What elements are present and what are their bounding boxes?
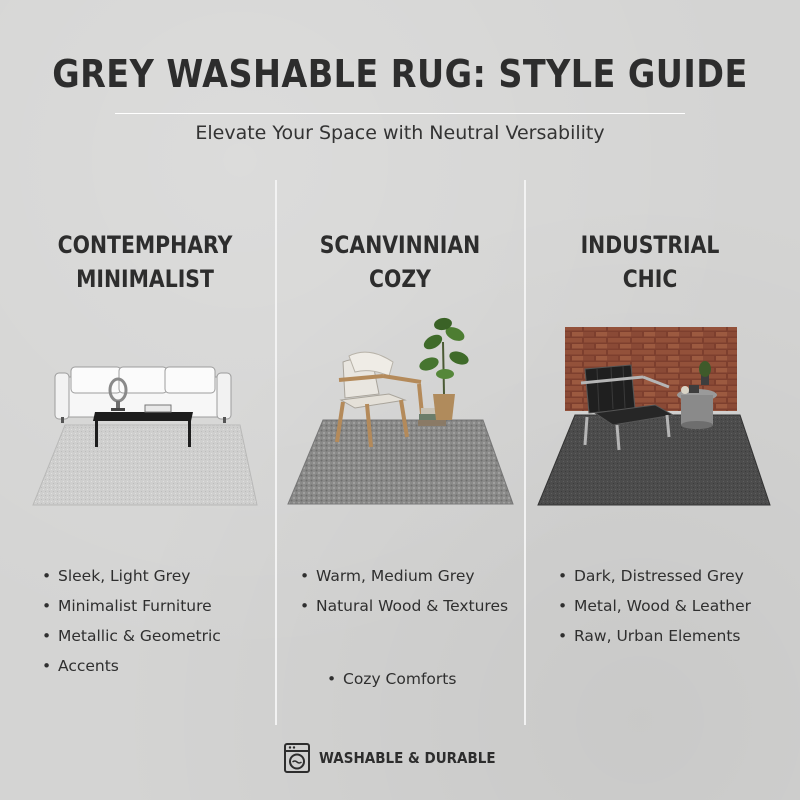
medium-grey-shag-rug — [288, 420, 513, 504]
list-item: • Sleek, Light Grey — [40, 566, 221, 596]
list-item: • Minimalist Furniture — [40, 596, 221, 626]
column-title-contemporary — [39, 228, 252, 296]
column-title-industrial — [544, 228, 757, 296]
bullet-list-scandinavian — [298, 566, 508, 626]
potted-fig-plant — [418, 317, 471, 420]
column-title-line: CONTEMPHARY — [57, 231, 233, 259]
bullet-list-industrial — [556, 566, 751, 656]
column-divider-right — [524, 180, 526, 725]
list-item: • Raw, Urban Elements — [556, 626, 751, 656]
column-title-line: SCANVINNIAN — [319, 231, 481, 259]
bullet-list-scandinavian-extra — [325, 669, 456, 699]
list-item: • Warm, Medium Grey — [298, 566, 508, 596]
column-title-line: COZY — [369, 265, 431, 293]
industrial-room-illustration — [535, 325, 773, 510]
bullet-list-contemporary — [40, 566, 221, 686]
list-item: • Metal, Wood & Leather — [556, 596, 751, 626]
column-divider-left — [275, 180, 277, 725]
list-item: • Metallic & Geometric — [40, 626, 221, 656]
list-item: • Dark, Distressed Grey — [556, 566, 751, 596]
side-table — [677, 385, 717, 429]
list-item: • Accents — [40, 656, 221, 686]
minimalist-room-illustration — [25, 355, 265, 515]
light-grey-rug — [33, 425, 257, 505]
footer-label: WASHABLE & DURABLE — [319, 749, 496, 767]
list-item: • Cozy Comforts — [325, 669, 456, 699]
dark-grey-rug — [538, 415, 770, 505]
footer-badge — [0, 743, 800, 773]
scandinavian-room-illustration — [283, 312, 518, 512]
column-title-line: MINIMALIST — [76, 265, 214, 293]
title-underline — [115, 113, 685, 114]
page-subtitle: Elevate Your Space with Neutral Versability — [195, 122, 605, 144]
washing-machine-icon — [284, 743, 310, 773]
list-item: • Natural Wood & Textures — [298, 596, 508, 626]
page-title: GREY WASHABLE RUG: STYLE GUIDE — [52, 52, 748, 96]
column-title-line: INDUSTRIAL — [580, 231, 720, 259]
column-title-line: CHIC — [622, 265, 678, 293]
column-title-scandinavian — [294, 228, 507, 296]
